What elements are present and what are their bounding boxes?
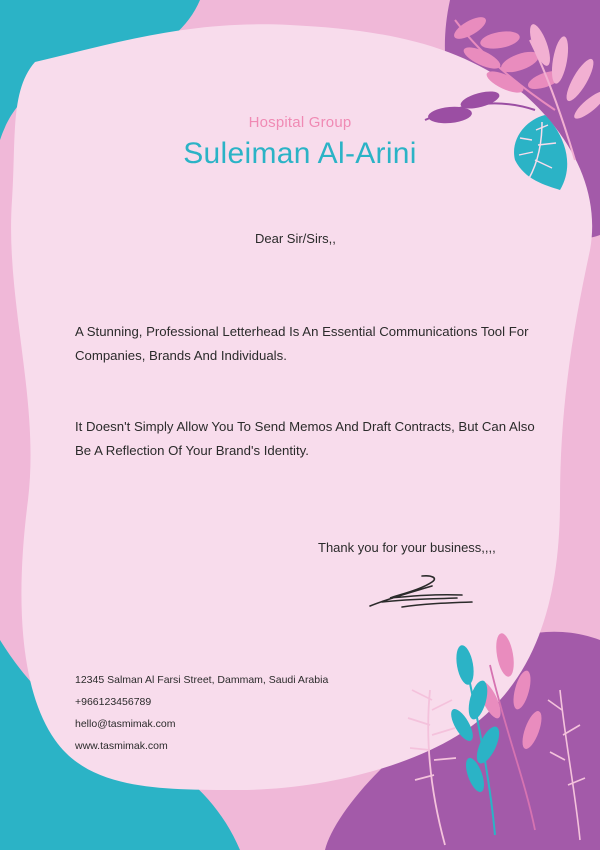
company-title: Suleiman Al-Arini — [183, 137, 417, 170]
signature-graphic — [362, 572, 482, 612]
letter-paragraph-1: A Stunning, Professional Letterhead Is An Essential Communications Tool For Companies, Brands And Individuals. — [75, 324, 529, 363]
contact-phone: +966123456789 — [75, 696, 152, 708]
letter-paragraph-2: It Doesn't Simply Allow You To Send Memos And Draft Contracts, But Can Also Be A Reflection Of Your Brand's Identity. — [75, 419, 535, 458]
letter-closing: Thank you for your business,,,, — [318, 540, 496, 555]
contact-website: www.tasmimak.com — [75, 740, 168, 752]
letter-greeting: Dear Sir/Sirs,, — [255, 231, 336, 246]
company-subtitle: Hospital Group — [248, 114, 352, 131]
contact-email: hello@tasmimak.com — [75, 718, 176, 730]
contact-address: 12345 Salman Al Farsi Street, Dammam, Saudi Arabia — [75, 674, 329, 686]
